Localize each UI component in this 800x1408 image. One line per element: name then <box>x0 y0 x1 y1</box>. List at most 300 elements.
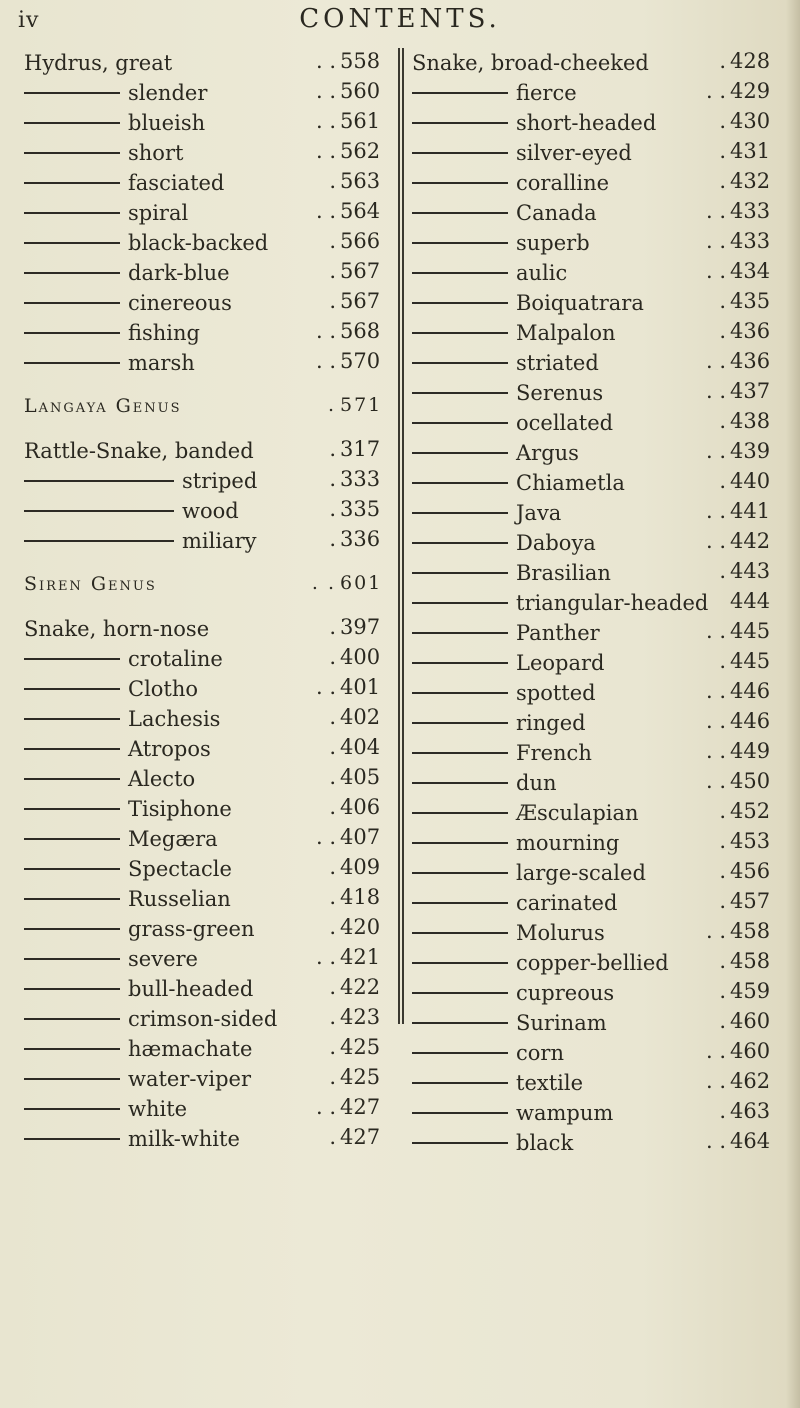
ditto-dash <box>24 988 120 990</box>
leader-dots: . . <box>705 919 726 943</box>
leader-dots: . . <box>315 139 336 163</box>
ditto-dash <box>412 302 508 304</box>
ditto-dash <box>24 898 120 900</box>
entry-name: Molurus <box>516 920 605 945</box>
entry-page-number: 434 <box>730 259 771 283</box>
index-entry <box>412 946 782 976</box>
entry-name: superb <box>516 230 590 255</box>
leader-dots: . <box>329 735 336 759</box>
entry-name: Clotho <box>128 676 199 701</box>
leader-dots: . <box>329 527 336 551</box>
leader-dots: . . <box>315 199 336 223</box>
entry-name: Snake, horn-nose <box>24 616 210 641</box>
ditto-dash <box>412 812 508 814</box>
leader-dots: . . <box>315 825 336 849</box>
ditto-dash <box>412 1112 508 1114</box>
leader-dots: . <box>719 829 726 853</box>
entry-name: Atropos <box>128 736 211 761</box>
ditto-dash <box>412 212 508 214</box>
index-entry <box>24 882 392 912</box>
section-gap <box>24 598 392 612</box>
index-entry <box>412 916 782 946</box>
entry-page-number: 445 <box>730 649 771 673</box>
entry-page-number: 397 <box>340 615 381 639</box>
entry-name: Alecto <box>128 766 196 791</box>
entry-name: Chiametla <box>516 470 625 495</box>
entry-name: Siren Genus <box>24 573 157 595</box>
ditto-dash <box>412 152 508 154</box>
leader-dots: . . <box>705 199 726 223</box>
entry-name: Tisiphone <box>128 796 232 821</box>
ditto-dash <box>24 242 120 244</box>
index-entry <box>24 434 392 464</box>
entry-name: Russelian <box>128 886 231 911</box>
leader-dots: . <box>329 289 336 313</box>
index-entry <box>412 226 782 256</box>
index-entry <box>24 822 392 852</box>
leader-dots: . <box>329 497 336 521</box>
ditto-dash <box>412 902 508 904</box>
entry-page-number: 460 <box>730 1039 771 1063</box>
leader-dots: . <box>719 889 726 913</box>
index-entry <box>412 256 782 286</box>
entry-page-number: 452 <box>730 799 771 823</box>
ditto-dash <box>24 212 120 214</box>
entry-name: Argus <box>516 440 579 465</box>
leader-dots: . <box>329 169 336 193</box>
leader-dots: . <box>329 229 336 253</box>
entry-page-number: 432 <box>730 169 771 193</box>
entry-name: milk-white <box>128 1126 240 1151</box>
index-entry <box>24 732 392 762</box>
ditto-dash <box>24 362 120 364</box>
entry-name: crotaline <box>128 646 223 671</box>
entry-name: miliary <box>182 528 257 553</box>
entry-name: blueish <box>128 110 206 135</box>
entry-name: white <box>128 1096 188 1121</box>
entry-page-number: 453 <box>730 829 771 853</box>
index-entry <box>412 976 782 1006</box>
ditto-dash <box>24 718 120 720</box>
index-entry <box>24 1032 392 1062</box>
ditto-dash <box>412 1142 508 1144</box>
index-entry <box>24 316 392 346</box>
entry-name: dun <box>516 770 557 795</box>
index-entry <box>24 166 392 196</box>
leader-dots: . <box>719 1009 726 1033</box>
entry-page-number: 430 <box>730 109 771 133</box>
ditto-dash <box>412 362 508 364</box>
leader-dots: . <box>719 49 726 73</box>
entry-name: spiral <box>128 200 189 225</box>
entry-page-number: 433 <box>730 229 771 253</box>
entry-page-number: 444 <box>730 589 771 613</box>
entry-page-number: 427 <box>340 1095 381 1119</box>
entry-page-number: 456 <box>730 859 771 883</box>
leader-dots: . <box>719 559 726 583</box>
index-entry <box>412 1126 782 1156</box>
ditto-dash <box>412 962 508 964</box>
entry-name: black-backed <box>128 230 269 255</box>
entry-name: short-headed <box>516 110 657 135</box>
page-number: iv <box>18 8 40 33</box>
entry-page-number: 566 <box>340 229 381 253</box>
entry-name: spotted <box>516 680 596 705</box>
entry-page-number: 446 <box>730 679 771 703</box>
entry-page-number: 567 <box>340 259 381 283</box>
index-entry <box>412 496 782 526</box>
index-entry <box>412 76 782 106</box>
entry-page-number: 458 <box>730 919 771 943</box>
leader-dots: . . <box>315 49 336 73</box>
leader-dots: . . <box>705 769 726 793</box>
leader-dots: . <box>719 469 726 493</box>
leader-dots: . . <box>705 79 726 103</box>
ditto-dash <box>24 868 120 870</box>
entry-page-number: 433 <box>730 199 771 223</box>
entry-name: cinereous <box>128 290 232 315</box>
entry-page-number: 439 <box>730 439 771 463</box>
ditto-dash <box>412 242 508 244</box>
index-entry <box>24 464 392 494</box>
entry-name: Spectacle <box>128 856 232 881</box>
ditto-dash <box>24 958 120 960</box>
leader-dots: . . <box>705 439 726 463</box>
leader-dots: . . <box>315 945 336 969</box>
leader-dots: . <box>329 1005 336 1029</box>
leader-dots: . . <box>705 529 726 553</box>
entry-page-number: 446 <box>730 709 771 733</box>
entry-page-number: 418 <box>340 885 381 909</box>
column-divider-right <box>402 48 404 1024</box>
entry-page-number: 336 <box>340 527 381 551</box>
index-entry <box>412 196 782 226</box>
index-entry <box>24 46 392 76</box>
ditto-dash <box>412 1082 508 1084</box>
entry-page-number: 317 <box>340 437 381 461</box>
index-entry <box>412 886 782 916</box>
index-entry <box>412 466 782 496</box>
entry-name: dark-blue <box>128 260 230 285</box>
entry-name: severe <box>128 946 198 971</box>
entry-page-number: 404 <box>340 735 381 759</box>
entry-name: wood <box>182 498 239 523</box>
leader-dots: . . <box>705 1069 726 1093</box>
entry-page-number: 567 <box>340 289 381 313</box>
ditto-dash <box>412 752 508 754</box>
index-entry <box>412 796 782 826</box>
entry-page-number: 400 <box>340 645 381 669</box>
index-entry <box>24 106 392 136</box>
entry-page-number: 449 <box>730 739 771 763</box>
index-entry <box>24 672 392 702</box>
entry-name: French <box>516 740 592 765</box>
entry-name: Panther <box>516 620 600 645</box>
entry-page-number: 438 <box>730 409 771 433</box>
leader-dots: . <box>719 859 726 883</box>
index-entry <box>24 524 392 554</box>
leader-dots: . . <box>705 1129 726 1153</box>
entry-name: large-scaled <box>516 860 646 885</box>
index-entry <box>412 316 782 346</box>
entry-page-number: 401 <box>340 675 381 699</box>
index-entry <box>24 196 392 226</box>
leader-dots: . . <box>705 349 726 373</box>
leader-dots: . . <box>315 319 336 343</box>
entry-name: mourning <box>516 830 620 855</box>
entry-page-number: 335 <box>340 497 381 521</box>
index-entry <box>24 1062 392 1092</box>
ditto-dash <box>24 272 120 274</box>
section-gap <box>24 420 392 434</box>
ditto-dash <box>412 632 508 634</box>
ditto-dash <box>24 540 174 542</box>
entry-page-number: 563 <box>340 169 381 193</box>
entry-page-number: 443 <box>730 559 771 583</box>
index-entry <box>24 762 392 792</box>
entry-page-number: 436 <box>730 319 771 343</box>
entry-name: Canada <box>516 200 597 225</box>
entry-page-number: 406 <box>340 795 381 819</box>
entry-page-number: 564 <box>340 199 381 223</box>
leader-dots: . . <box>705 1039 726 1063</box>
index-entry <box>412 646 782 676</box>
index-entry <box>412 286 782 316</box>
ditto-dash <box>412 692 508 694</box>
leader-dots: . . <box>705 229 726 253</box>
entry-name: Boiquatrara <box>516 290 644 315</box>
index-entry <box>24 494 392 524</box>
index-entry <box>24 136 392 166</box>
leader-dots: . <box>719 109 726 133</box>
leader-dots: . . <box>705 709 726 733</box>
section-heading <box>24 568 392 598</box>
ditto-dash <box>24 92 120 94</box>
entry-page-number: 460 <box>730 1009 771 1033</box>
leader-dots: . <box>329 795 336 819</box>
leader-dots: . <box>329 1035 336 1059</box>
leader-dots: . <box>329 259 336 283</box>
leader-dots: . <box>329 855 336 879</box>
ditto-dash <box>24 182 120 184</box>
ditto-dash <box>24 1138 120 1140</box>
leader-dots: . <box>719 139 726 163</box>
leader-dots: . . <box>315 109 336 133</box>
index-entry <box>412 1066 782 1096</box>
entry-page-number: 440 <box>730 469 771 493</box>
leader-dots: . <box>329 975 336 999</box>
ditto-dash <box>24 688 120 690</box>
entry-page-number: 402 <box>340 705 381 729</box>
leader-dots: . . <box>315 1095 336 1119</box>
entry-name: Langaya Genus <box>24 395 182 417</box>
ditto-dash <box>412 512 508 514</box>
page-edge-shadow <box>786 0 800 1408</box>
leader-dots: . <box>719 799 726 823</box>
entry-page-number: 425 <box>340 1035 381 1059</box>
entry-name: Snake, broad-cheeked <box>412 50 649 75</box>
leader-dots: . <box>719 319 726 343</box>
leader-dots: . <box>329 615 336 639</box>
entry-name: Æsculapian <box>516 800 639 825</box>
ditto-dash <box>412 872 508 874</box>
ditto-dash <box>412 572 508 574</box>
index-entry <box>24 256 392 286</box>
index-entry <box>412 706 782 736</box>
entry-name: crimson-sided <box>128 1006 278 1031</box>
index-entry <box>412 1096 782 1126</box>
entry-page-number: 437 <box>730 379 771 403</box>
leader-dots: . . <box>315 79 336 103</box>
index-entry <box>412 736 782 766</box>
leader-dots: . . <box>311 572 336 594</box>
entry-name: marsh <box>128 350 195 375</box>
index-entry <box>24 226 392 256</box>
leader-dots: . <box>329 705 336 729</box>
index-entry <box>412 436 782 466</box>
index-entry <box>24 76 392 106</box>
index-entry <box>24 612 392 642</box>
entry-name: cupreous <box>516 980 615 1005</box>
ditto-dash <box>412 482 508 484</box>
ditto-dash <box>412 1022 508 1024</box>
entry-page-number: 450 <box>730 769 771 793</box>
entry-page-number: 570 <box>340 349 381 373</box>
ditto-dash <box>412 452 508 454</box>
index-entry <box>24 642 392 672</box>
entry-name: aulic <box>516 260 568 285</box>
entry-name: coralline <box>516 170 610 195</box>
entry-page-number: 436 <box>730 349 771 373</box>
leader-dots: . . <box>705 379 726 403</box>
entry-page-number: 431 <box>730 139 771 163</box>
leader-dots: . <box>329 437 336 461</box>
ditto-dash <box>412 182 508 184</box>
index-entry <box>412 136 782 166</box>
contents-column-left <box>24 46 392 1152</box>
index-entry <box>412 166 782 196</box>
entry-page-number: 568 <box>340 319 381 343</box>
entry-page-number: 442 <box>730 529 771 553</box>
ditto-dash <box>24 808 120 810</box>
entry-page-number: 441 <box>730 499 771 523</box>
entry-name: Malpalon <box>516 320 616 345</box>
index-entry <box>412 1036 782 1066</box>
entry-page-number: 464 <box>730 1129 771 1153</box>
entry-name: slender <box>128 80 208 105</box>
entry-name: striped <box>182 468 258 493</box>
ditto-dash <box>24 480 174 482</box>
index-entry <box>412 526 782 556</box>
index-entry <box>412 766 782 796</box>
leader-dots: . . <box>705 259 726 283</box>
entry-name: ocellated <box>516 410 614 435</box>
entry-page-number: 421 <box>340 945 381 969</box>
index-entry <box>24 286 392 316</box>
leader-dots: . <box>719 949 726 973</box>
entry-page-number: 425 <box>340 1065 381 1089</box>
entry-page-number: 429 <box>730 79 771 103</box>
section-gap <box>24 554 392 568</box>
ditto-dash <box>24 658 120 660</box>
index-entry <box>412 826 782 856</box>
column-divider-left <box>398 48 400 1024</box>
entry-name: water-viper <box>128 1066 251 1091</box>
ditto-dash <box>24 302 120 304</box>
ditto-dash <box>412 932 508 934</box>
entry-page-number: 463 <box>730 1099 771 1123</box>
ditto-dash <box>412 422 508 424</box>
entry-name: Daboya <box>516 530 596 555</box>
entry-page-number: 571 <box>340 394 383 416</box>
entry-page-number: 420 <box>340 915 381 939</box>
entry-name: striated <box>516 350 599 375</box>
leader-dots: . . <box>705 739 726 763</box>
entry-name: carinated <box>516 890 618 915</box>
ditto-dash <box>24 510 174 512</box>
leader-dots: . . <box>705 499 726 523</box>
entry-page-number: 435 <box>730 289 771 313</box>
entry-name: grass-green <box>128 916 255 941</box>
ditto-dash <box>412 602 508 604</box>
leader-dots: . . <box>705 679 726 703</box>
entry-page-number: 427 <box>340 1125 381 1149</box>
entry-page-number: 562 <box>340 139 381 163</box>
leader-dots: . <box>327 394 336 416</box>
entry-name: short <box>128 140 184 165</box>
index-entry <box>412 616 782 646</box>
leader-dots: . . <box>315 675 336 699</box>
index-entry <box>24 346 392 376</box>
section-gap <box>24 376 392 390</box>
contents-column-right <box>412 46 782 1156</box>
ditto-dash <box>412 392 508 394</box>
ditto-dash <box>24 1108 120 1110</box>
entry-page-number: 407 <box>340 825 381 849</box>
index-entry <box>412 586 782 616</box>
leader-dots: . <box>329 765 336 789</box>
ditto-dash <box>24 748 120 750</box>
index-entry <box>24 912 392 942</box>
index-entry <box>24 1122 392 1152</box>
entry-name: fierce <box>516 80 577 105</box>
page-title: CONTENTS. <box>299 4 501 34</box>
ditto-dash <box>412 332 508 334</box>
index-entry <box>412 676 782 706</box>
index-entry <box>24 972 392 1002</box>
leader-dots: . <box>329 1125 336 1149</box>
index-entry <box>24 702 392 732</box>
entry-page-number: 423 <box>340 1005 381 1029</box>
index-entry <box>412 1006 782 1036</box>
entry-name: hæmachate <box>128 1036 253 1061</box>
entry-name: Rattle-Snake, banded <box>24 438 254 463</box>
leader-dots: . . <box>315 349 336 373</box>
entry-page-number: 558 <box>340 49 381 73</box>
entry-name: fasciated <box>128 170 225 195</box>
entry-name: corn <box>516 1040 564 1065</box>
entry-name: Leopard <box>516 650 605 675</box>
leader-dots: . <box>329 1065 336 1089</box>
entry-page-number: 458 <box>730 949 771 973</box>
entry-name: Brasilian <box>516 560 611 585</box>
entry-page-number: 405 <box>340 765 381 789</box>
leader-dots: . <box>329 645 336 669</box>
entry-page-number: 560 <box>340 79 381 103</box>
leader-dots: . <box>719 1099 726 1123</box>
index-entry <box>24 852 392 882</box>
ditto-dash <box>24 1048 120 1050</box>
